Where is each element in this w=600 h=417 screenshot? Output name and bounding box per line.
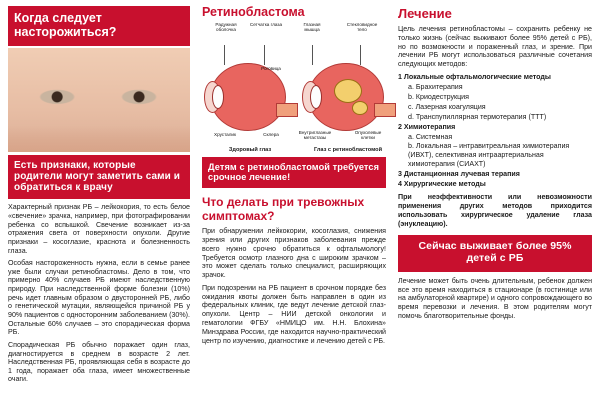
leader-line <box>312 45 313 65</box>
column1-paragraph: Характерный признак РБ – лейкокория, то есть белое «свечение» зрачка, например, при фотографировании ребенка со вспышкой. Свечение возникает из-за отражения света от поверхности опухоли. Другие признаки – косоглазие, краснота и болезненность глаза. <box>8 203 190 255</box>
list-item: 4 Хирургические методы <box>398 180 486 189</box>
list-item: b. Криодеструкция <box>408 92 469 101</box>
label-tumor-cells: Опухолевые клетки <box>354 129 382 140</box>
column2-paragraph: При подозрении на РБ пациент в срочном порядке без ожидания квоты должен быть направлен в один из федеральных клиник, где ведут лечение детской глаз-опухоли. Центр – НИИ детской онкологии и гематологии ФГБУ «НМИЦО им. Н.Н. Блохина» Минздрава России, где находится научно-практический центр по изучению, диагностике и лечению детей с РБ. <box>202 283 386 345</box>
treatment-methods-list <box>398 73 592 189</box>
label-cornea: Роговица <box>261 65 281 71</box>
list-item: d. Транспупиллярная термотерапия (ТТТ) <box>408 112 547 121</box>
list-item: 3 Дистанционная лучевая терапия <box>398 170 520 179</box>
lens-right <box>310 85 322 109</box>
what-to-do-heading: Что делать при тревожных симптомах? <box>202 195 365 223</box>
label-eye-muscle: Глазная мышца <box>303 21 321 32</box>
lens-left <box>212 85 224 109</box>
list-item: 2 Химиотерапия <box>398 122 456 131</box>
label-iris: Радужная оболочка <box>215 21 237 32</box>
label-sclera: Склера <box>263 131 279 137</box>
treatment-heading: Лечение <box>398 6 452 21</box>
urgent-treatment-banner: Детям с ретинобластомой требуется срочное лечение! <box>202 157 386 189</box>
tumor-metastasis <box>352 101 368 115</box>
enucleation-note: При неэффективности или невозможности применения других методов приходится использовать хирургическое удаление глаза (энуклеацию). <box>398 193 592 228</box>
tumor-mass <box>334 79 362 103</box>
column-right <box>392 0 600 417</box>
survival-rate-banner: Сейчас выживает более 95% детей с РБ <box>398 235 592 272</box>
label-vitreous-body: Стекловидное тело <box>346 21 378 32</box>
column1-paragraph: Особая настороженность нужна, если в семье ранее уже были случаи ретинобластомы. Дело в том, что примерно 40% случаев РБ имеют наследственную природу. При наследственной форме болезни (10%) речь идет главным образом о двусторонней РБ, либо о генетической мутации, являющейся причиной РБ у 90% пациентов с односторонним заболеванием (30%). Остальные 60% случаев – это спорадическая форма РБ. <box>8 259 190 337</box>
column1-body <box>8 203 190 384</box>
treatment-intro-paragraph: Цель лечения ретинобластомы – сохранить ребенку не только жизнь (сейчас выживают более 95% детей с РБ), но по возможности и пораженный глаз, и зрение. При лечении РБ могут использоваться различные сочетания следующих методов: <box>398 25 592 69</box>
child-eyes-photo <box>8 48 190 152</box>
list-item: c. Лазерная коагуляция <box>408 102 486 111</box>
caption-retinoblastoma-eye: Глаз с ретинобластомой <box>313 146 383 153</box>
column1-title: Когда следует насторожиться? <box>8 6 190 46</box>
label-lens: Хрусталик <box>214 131 236 137</box>
list-item: a. Системная <box>408 132 453 141</box>
column-middle <box>196 0 392 417</box>
leader-line <box>360 45 361 65</box>
label-retina: Сетчатка глаза <box>249 21 283 27</box>
optic-nerve-left <box>276 103 298 117</box>
leader-line <box>224 45 225 65</box>
parents-notice-banner: Есть признаки, которые родители могут заметить сами и обратиться к врачу <box>8 155 190 200</box>
caption-healthy-eye: Здоровый глаз <box>228 146 272 153</box>
column2-body <box>202 227 386 345</box>
leader-line <box>264 45 265 65</box>
column-left <box>0 0 196 417</box>
treatment-footer: Лечение может быть очень длительным, ребенок должен все это время находиться в стационаре (в гостинице или на амбулаторной квартире) и одного сопровождающего во время перевозки и лечения. В этом родителям могут помочь благотворительные фонды. <box>398 276 592 320</box>
retinoblastoma-heading: Ретинобластома <box>202 5 305 19</box>
list-item: a. Брахитерапия <box>408 82 463 91</box>
label-intraocular-metastases: Внутриглазные метастазы <box>298 129 332 140</box>
treatment-intro <box>398 25 592 69</box>
column1-paragraph: Спорадическая РБ обычно поражает один глаз, диагностируется в среднем в возрасте 2 лет. Наследственная РБ, проявляющая себя в возрасте до 1 года, поражает оба глаза, имеет множественные очаги. <box>8 340 190 384</box>
list-item: 1 Локальные офтальмологические методы <box>398 72 551 81</box>
list-item: b. Локальная – интравитреальная химиотерапия (ИВХТ), селективная интраартериальная химиотерапия (СИАХТ) <box>408 142 570 169</box>
eye-anatomy-diagram <box>202 23 386 155</box>
column2-paragraph: При обнаружении лейкокории, косоглазия, снижения зрения или других признаков заболевания прежде всего нужно срочно обратиться к офтальмологу! Требуется осмотр глазного дна с широким зрачком – это может сделать только специалист, расширяющих зрачок. <box>202 227 386 280</box>
